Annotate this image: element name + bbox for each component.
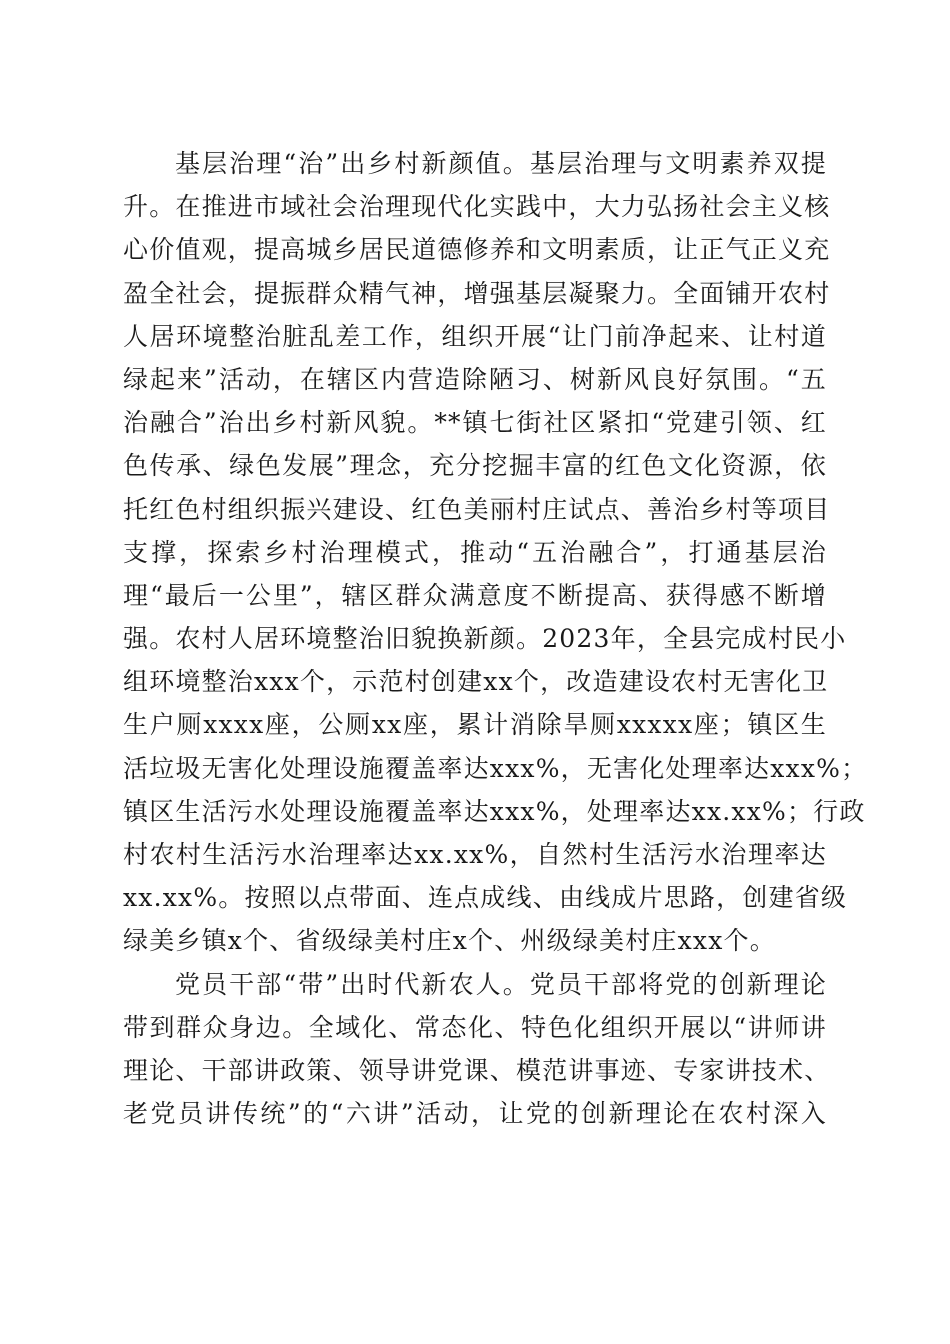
- text-line: 盈全社会，提振群众精气神，增强基层凝聚力。全面铺开农村: [123, 278, 831, 308]
- text-line: 绿起来”活动，在辖区内营造除陋习、树新风良好氛围。“五: [123, 364, 827, 394]
- text-line: 镇区生活污水处理设施覆盖率达xxx%，处理率达xx.xx%；行政: [123, 796, 866, 826]
- text-line: 带到群众身边。全域化、常态化、特色化组织开展以“讲师讲: [123, 1012, 827, 1042]
- text-line: 支撑，探索乡村治理模式，推动“五治融合”，打通基层治: [123, 537, 827, 567]
- text-line: 基层治理“治”出乡村新颜值。基层治理与文明素养双提: [175, 149, 827, 178]
- text-line: 村农村生活污水治理率达xx.xx%，自然村生活污水治理率达: [123, 840, 827, 869]
- text-line: 托红色村组织振兴建设、红色美丽村庄试点、善治乡村等项目: [123, 494, 831, 524]
- text-line: 理论、干部讲政策、领导讲党课、模范讲事迹、专家讲技术、: [123, 1055, 831, 1085]
- text-line: 升。在推进市域社会治理现代化实践中，大力弘扬社会主义核: [123, 192, 831, 222]
- text-line: 绿美乡镇x个、省级绿美村庄x个、州级绿美村庄xxx个。: [123, 926, 776, 956]
- text-line: 强。农村人居环境整治旧貌换新颜。2023年，全县完成村民小: [123, 624, 847, 654]
- text-line: 活垃圾无害化处理设施覆盖率达xxx%，无害化处理率达xxx%；: [123, 753, 868, 783]
- text-line: 人居环境整治脏乱差工作，组织开展“让门前净起来、让村道: [123, 321, 827, 351]
- text-line: 心价值观，提高城乡居民道德修养和文明素质，让正气正义充: [123, 235, 831, 265]
- paragraph: [123, 963, 831, 1136]
- text-line: 党员干部“带”出时代新农人。党员干部将党的创新理论: [175, 969, 827, 999]
- text-line: 治融合”治出乡村新风貌。**镇七街社区紧扣“党建引领、红: [123, 408, 827, 438]
- text-line: 理“最后一公里”，辖区群众满意度不断提高、获得感不断增: [123, 580, 827, 610]
- text-line: 色传承、绿色发展”理念，充分挖掘丰富的红色文化资源，依: [123, 451, 827, 481]
- paragraph: [123, 142, 868, 963]
- text-line: xx.xx%。按照以点带面、连点成线、由线成片思路，创建省级: [123, 883, 848, 913]
- text-line: 老党员讲传统”的“六讲”活动，让党的创新理论在农村深入: [123, 1099, 827, 1129]
- text-line: 组环境整治xxx个，示范村创建xx个，改造建设农村无害化卫: [123, 667, 829, 697]
- text-line: 生户厕xxxx座，公厕xx座，累计消除旱厕xxxxx座；镇区生: [123, 710, 827, 740]
- document-body: [123, 142, 868, 1135]
